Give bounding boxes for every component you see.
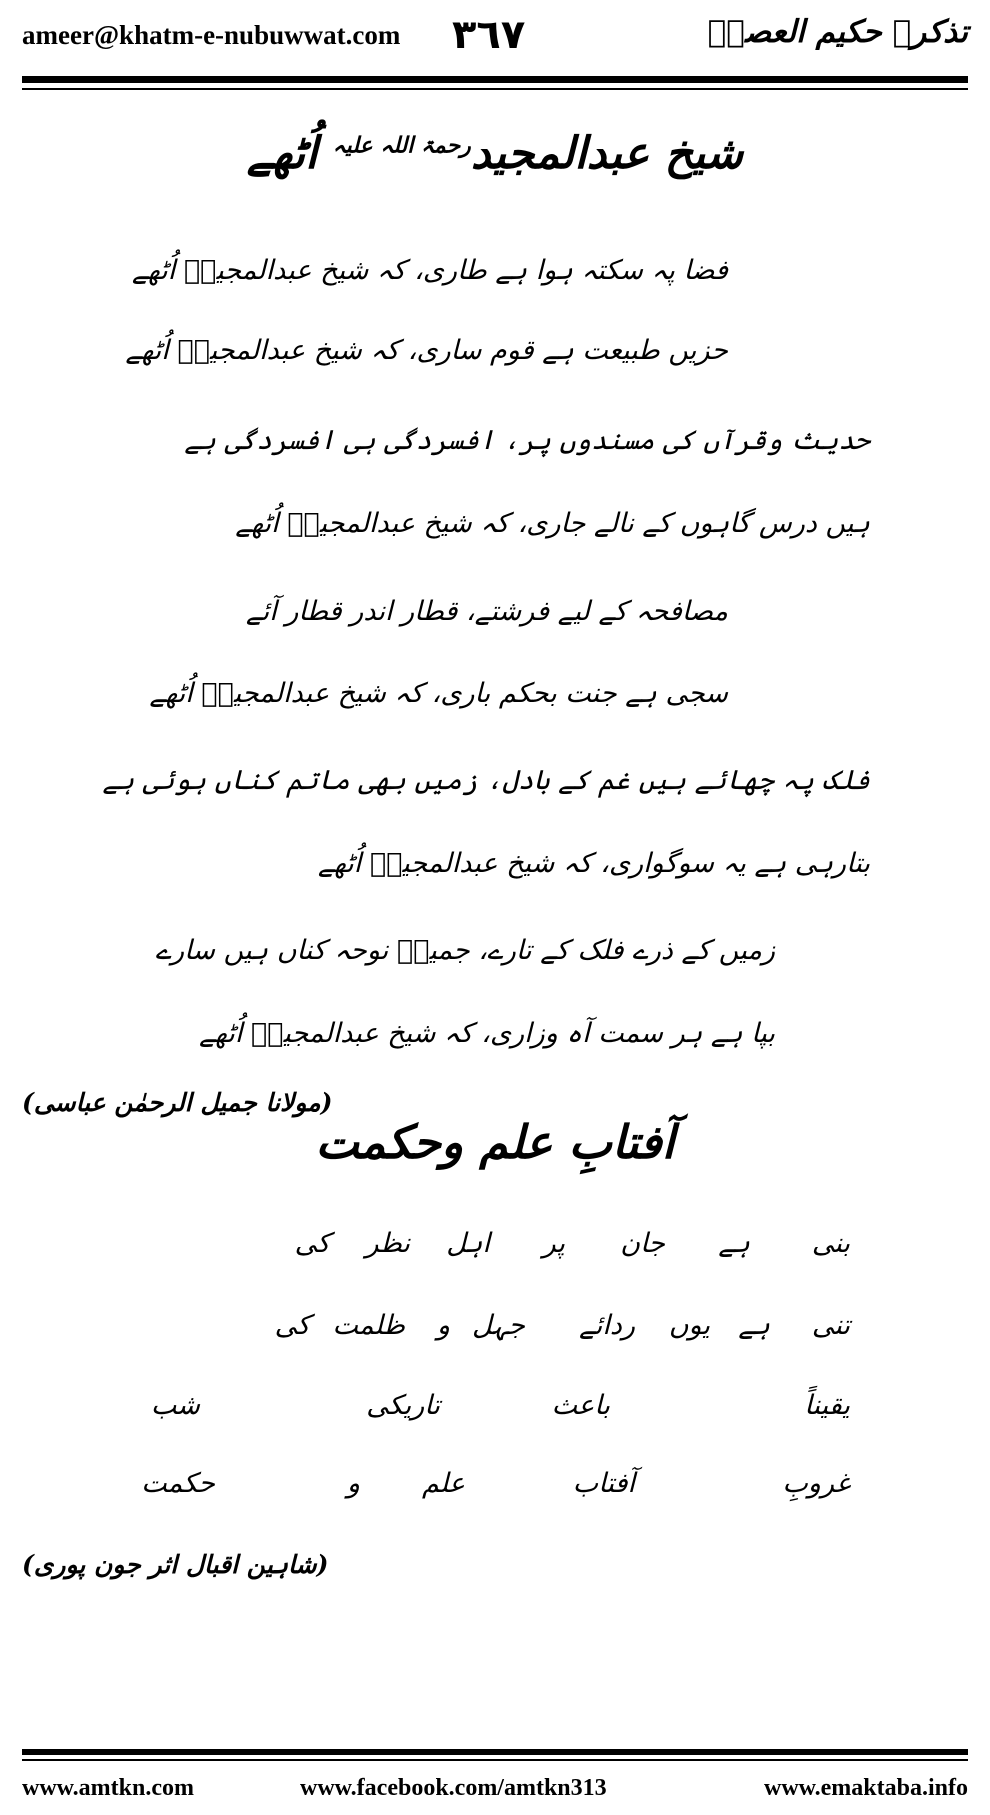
word: یقیناً: [804, 1390, 850, 1421]
word: بنی: [811, 1228, 850, 1259]
poem1-title-name: شیخ عبدالمجید: [470, 128, 744, 179]
poem1-line-6: سجی ہے جنت بحکم باری، کہ شیخ عبدالمجیدؒ اُٹھے: [149, 678, 728, 709]
poem1-title-end: اُٹھے: [246, 128, 318, 179]
word: ہے: [738, 1310, 770, 1341]
footer-rule-thin: [22, 1759, 968, 1761]
word: و: [436, 1310, 450, 1341]
poem1-line-8: بتارہی ہے یہ سوگواری، کہ شیخ عبدالمجیدؒ اُٹھے: [318, 848, 870, 879]
word: و: [346, 1468, 360, 1499]
word: نظر: [365, 1228, 410, 1259]
header-rule-thin: [22, 88, 968, 90]
word: پر: [542, 1228, 565, 1259]
word: جان: [620, 1228, 665, 1259]
poem1-line-5: مصافحہ کے لیے فرشتے، قطار اندر قطار آئے: [245, 596, 728, 627]
word: شب: [150, 1390, 200, 1421]
poem2-line-1: [140, 1228, 850, 1272]
poem1-line-7: فلک پہ چھائے ہیں غم کے بادل، زمیں بھی ماتم کناں ہوئی ہے: [102, 765, 870, 796]
footer-link-facebook[interactable]: www.facebook.com/amtkn313: [300, 1775, 607, 1801]
word: ہے: [718, 1228, 750, 1259]
poem2-line-3: [130, 1390, 860, 1434]
poem1-title: [0, 128, 990, 179]
poem2-line-4: [130, 1468, 860, 1512]
word: کی: [294, 1228, 330, 1259]
poem1-line-4: ہیں درس گاہوں کے نالے جاری، کہ شیخ عبدالمجیدؒ اُٹھے: [235, 508, 870, 539]
poem1-line-3: حدیث وقرآں کی مسندوں پر، افسردگی ہی افسردگی ہے: [184, 425, 870, 456]
word: یوں: [668, 1310, 710, 1341]
poem1-line-9: زمیں کے ذرے فلک کے تارے، جمیلؔ نوحہ کناں ہیں سارے: [155, 935, 775, 966]
page-header: [0, 0, 990, 88]
poem1-attribution: (مولانا جمیل الرحمٰن عباسی): [22, 1088, 333, 1117]
poem2-line-2: [140, 1310, 850, 1354]
page-number: ٣٦٧: [452, 12, 526, 58]
poem1-line-10: بپا ہے ہر سمت آہ وزاری، کہ شیخ عبدالمجیدؒ اُٹھے: [199, 1018, 775, 1049]
poem1-line-2: حزیں طبیعت ہے قوم ساری، کہ شیخ عبدالمجیدؒ اُٹھے: [125, 335, 728, 366]
footer-link-amtkn[interactable]: www.amtkn.com: [22, 1775, 194, 1801]
header-rule-thick: [22, 76, 968, 83]
poem2-attribution: (شاہین اقبال اثر جون پوری): [22, 1550, 329, 1579]
word: ردائے: [579, 1310, 635, 1341]
word: کی: [274, 1310, 310, 1341]
word: غروبِ: [782, 1468, 850, 1499]
footer-rule-thick: [22, 1749, 968, 1755]
word: جہل: [472, 1310, 525, 1341]
word: علم: [421, 1468, 465, 1499]
word: آفتاب: [572, 1468, 635, 1499]
word: تنی: [811, 1310, 850, 1341]
word: تاریکی: [366, 1390, 440, 1421]
word: ظلمت: [332, 1310, 405, 1341]
poem1-line-1: فضا پہ سکتہ ہوا ہے طاری، کہ شیخ عبدالمجیدؒ اُٹھے: [131, 255, 728, 286]
poem1-title-honorific: رحمۃ اللہ علیہ: [332, 132, 471, 159]
poem2-title: آفتابِ علم وحکمت: [315, 1115, 675, 1169]
word: اہل: [446, 1228, 490, 1259]
word: باعث: [551, 1390, 610, 1421]
header-email: ameer@khatm-e-nubuwwat.com: [22, 20, 401, 50]
word: حکمت: [141, 1468, 215, 1499]
book-title: تذکرہ حکیم العصرؒ: [707, 14, 968, 50]
footer-link-emaktaba[interactable]: www.emaktaba.info: [763, 1775, 968, 1801]
